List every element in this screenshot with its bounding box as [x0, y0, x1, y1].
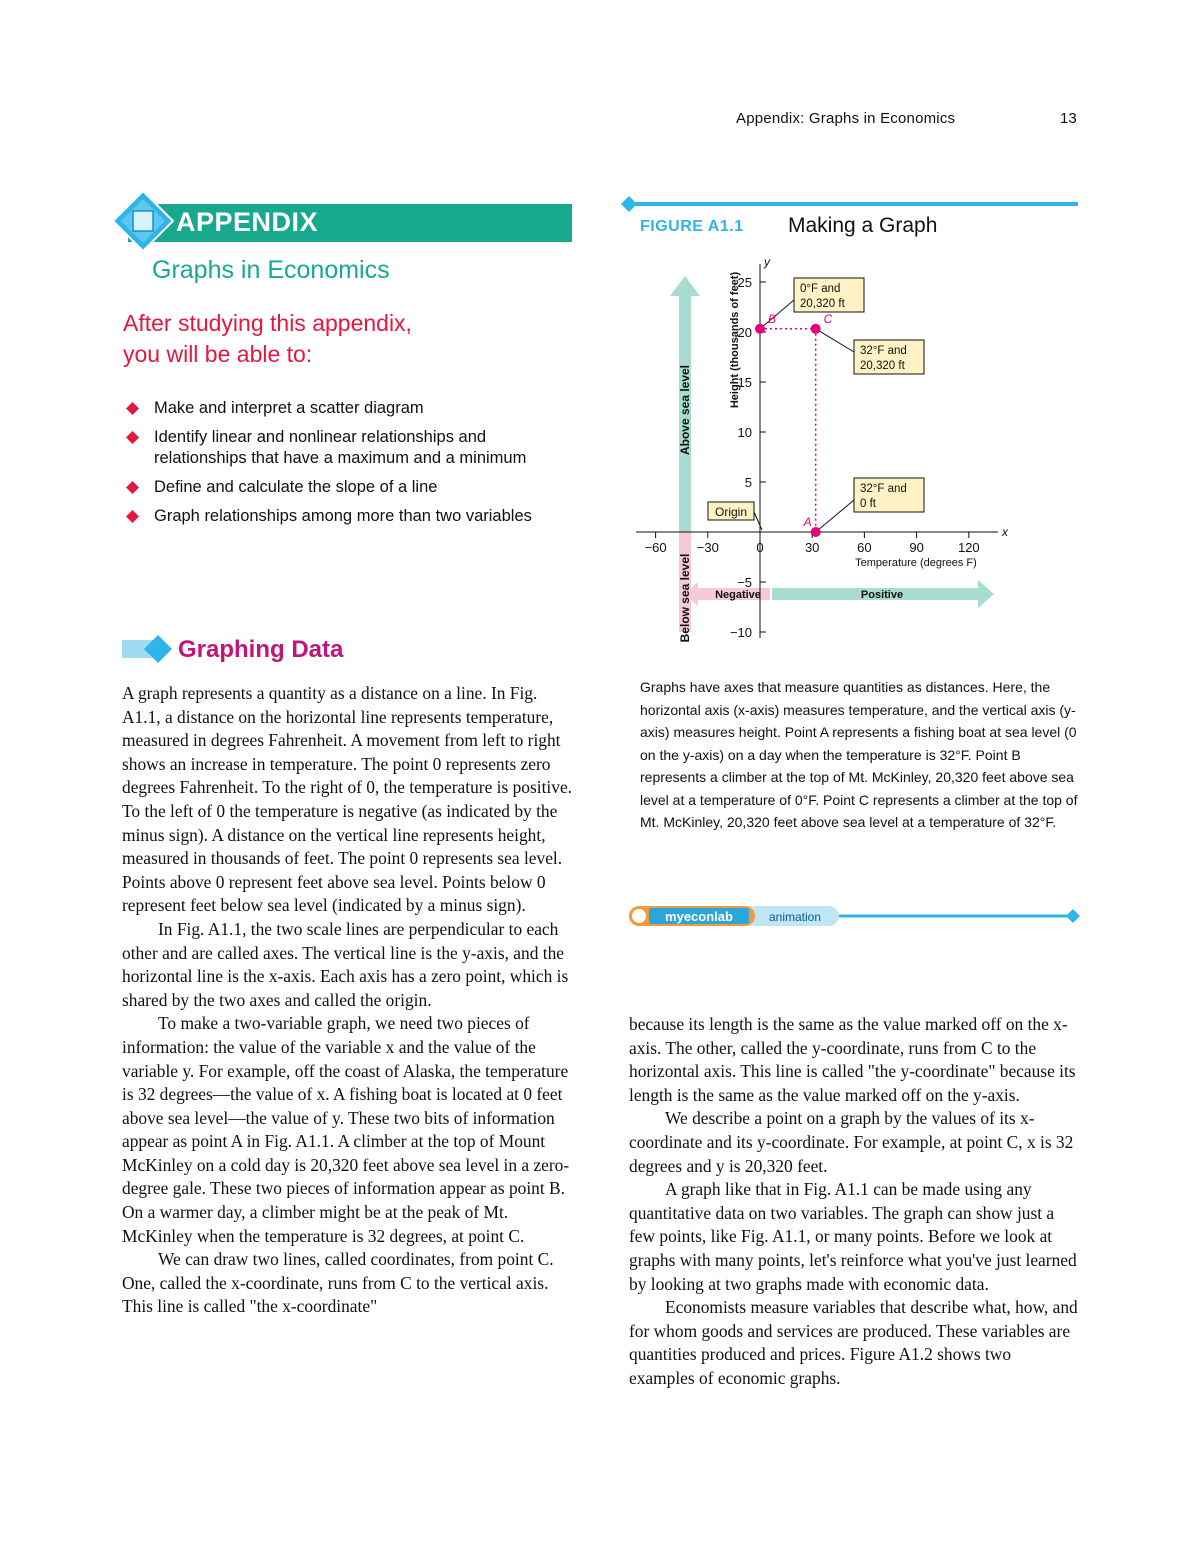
body-text-left-column — [122, 682, 574, 1319]
paragraph: To make a two-variable graph, we need two pieces of information: the value of the variable x and the value of the variable y. For example, off the coast of Alaska, the temperature is 32 degrees—the value of x. A fishing boat is located at 0 feet above sea level—the value of y. These two bits of information appear as point A in Fig. A1.1. A climber at the top of Mount McKinley on a cold day is 20,320 feet above sea level in a zero-degree gale. These two pieces of information appear as point B. On a warmer day, a climber might be at the peak of Mt. McKinley when the temperature is 32 degrees, at point C. — [122, 1013, 570, 1246]
diamond-bullet-icon — [126, 510, 139, 523]
myeconlab-label: myeconlab — [665, 909, 733, 924]
point-c-leader-line — [816, 329, 854, 352]
diamond-icon — [112, 190, 174, 252]
paragraph: Economists measure variables that describe what, how, and for whom goods and services are produced. These variables are quantities produced and prices. Figure A1.2 shows two examples of economic graphs. — [629, 1297, 1078, 1388]
objective-text: Graph relationships among more than two variables — [154, 507, 532, 525]
x-axis-label: Temperature (degrees F) — [855, 557, 977, 569]
x-tick-label: 60 — [857, 540, 872, 555]
x-tick-label: 30 — [804, 540, 820, 555]
point-c-label-line-2: 20,320 ft — [860, 360, 905, 372]
y-tick-label: 20 — [737, 325, 752, 340]
list-item — [123, 398, 573, 419]
myeconlab-logo-icon — [632, 909, 646, 923]
objectives-heading-line-2: you will be able to: — [123, 341, 313, 367]
y-axis-name: y — [764, 255, 770, 269]
x-tick-label: 90 — [909, 540, 924, 555]
list-item — [123, 427, 573, 469]
point-c-name: C — [823, 311, 833, 326]
x-tick-label: 120 — [957, 540, 980, 555]
paragraph: A graph like that in Fig. A1.1 can be made using any quantitative data on two variables. The graph can show just a few points, like Fig. A1.1, or many points. Before we look at graphs with many points, let's reinforce what you've just learned by looking at two graphs made with economic data. — [629, 1179, 1077, 1294]
point-a-label-line-1: 32°F and — [860, 483, 907, 495]
paragraph: because its length is the same as the value marked off on the x-axis. The other, called the y-coordinate, runs from C to the horizontal axis. This line is called "the y-coordinate" because its length is the same as the value marked off on the y-axis. — [629, 1014, 1076, 1105]
positive-label: Positive — [860, 589, 904, 601]
objectives-heading-line-1: After studying this appendix, — [123, 310, 412, 336]
myeconlab-animation-bar[interactable] — [627, 904, 1082, 928]
y-tick-label: 15 — [737, 375, 752, 390]
x-tick-label: −60 — [644, 540, 667, 555]
objective-text: Make and interpret a scatter diagram — [154, 399, 424, 417]
point-b-label-line-2: 20,320 ft — [800, 298, 845, 310]
point-a-name: A — [803, 515, 812, 529]
point-a-leader-line — [816, 500, 854, 532]
section-diamond-icon — [122, 634, 174, 664]
diamond-bullet-icon — [126, 402, 139, 415]
y-axis-label: Height (thousands of feet) — [729, 271, 741, 409]
point-b-name: B — [768, 311, 777, 326]
below-sea-level-label: Below sea level — [678, 553, 692, 643]
paragraph: We describe a point on a graph by the values of its x-coordinate and its y-coordinate. For example, at point C, x is 32 degrees and y is 20,320 feet. — [629, 1108, 1074, 1176]
section-heading: Graphing Data — [178, 636, 344, 663]
paragraph: We can draw two lines, called coordinates, from point C. One, called the x-coordinate, runs from C to the vertical axis. This line is called "the x-coordinate" — [122, 1249, 554, 1317]
figure-caption: Graphs have axes that measure quantities as distances. Here, the horizontal axis (x-axis) measures temperature, and the vertical axis (y-axis) measures height. Point A represents a fishing boat at sea level (0 on the y-axis) on a day when the temperature is 32°F. Point B represents a climber at the top of Mt. McKinley, 20,320 feet above sea level at a temperature of 0°F. Point C represents a climber at the top of Mt. McKinley, 20,320 feet above sea level at a temperature of 32°F. — [640, 679, 1078, 830]
paragraph: In Fig. A1.1, the two scale lines are perpendicular to each other and are called axes. The vertical line is the y-axis, and the horizontal line is the x-axis. Each axis has a zero point, which is shared by the two axes and called the origin. — [122, 918, 569, 1010]
point-a-label-line-2: 0 ft — [860, 498, 876, 510]
figure-title: Making a Graph — [788, 214, 938, 237]
y-tick-label: 5 — [744, 475, 752, 490]
objective-text: Identify linear and nonlinear relationships and relationships that have a maximum and a minimum — [154, 428, 527, 467]
list-item — [123, 477, 573, 498]
x-tick-label: 0 — [756, 540, 764, 555]
page-number: 13 — [1060, 110, 1077, 127]
running-head: Appendix: Graphs in Economics — [736, 110, 956, 127]
objective-text: Define and calculate the slope of a line — [154, 478, 438, 496]
list-item — [123, 506, 573, 527]
animation-label[interactable]: animation — [768, 910, 822, 924]
figure-top-rule — [630, 202, 1078, 206]
y-tick-label: 10 — [737, 425, 752, 440]
rule-diamond-icon — [621, 196, 637, 212]
diamond-bullet-icon — [126, 481, 139, 494]
point-c-label-line-1: 32°F and — [860, 345, 907, 357]
point-c — [811, 324, 821, 334]
paragraph: A graph represents a quantity as a distance on a line. In Fig. A1.1, a distance on the horizontal line represents temperature, measured in degrees Fahrenheit. A movement from left to right shows an increase in temperature. The point 0 represents zero degrees Fahrenheit. To the right of 0, the temperature is positive. To the left of 0 the temperature is negative (as indicated by the minus sign). A distance on the vertical line represents height, measured in thousands of feet. The point 0 represents sea level. Points above 0 represent feet above sea level. Points below 0 represent feet below sea level (indicated by a minus sign). — [122, 683, 573, 916]
point-b-leader-line — [760, 300, 794, 329]
making-a-graph-chart — [600, 250, 1020, 650]
appendix-label: APPENDIX — [176, 207, 319, 237]
diamond-bullet-icon — [126, 431, 139, 444]
appendix-subtitle: Graphs in Economics — [152, 256, 390, 284]
body-text-right-column — [629, 1013, 1081, 1391]
rule-diamond-icon — [1066, 909, 1080, 923]
direction-arrows — [670, 276, 994, 642]
point-b — [755, 324, 765, 334]
origin-leader-line — [754, 512, 762, 530]
point-a — [811, 527, 821, 537]
origin-label: Origin — [714, 505, 748, 519]
y-tick-label: 25 — [737, 275, 752, 290]
objectives-heading — [123, 308, 563, 370]
y-tick-label: −10 — [729, 625, 752, 640]
point-b-label-line-1: 0°F and — [800, 283, 841, 295]
x-axis-name: x — [1002, 525, 1008, 539]
x-tick-label: −30 — [696, 540, 719, 555]
above-sea-level-label: Above sea level — [678, 364, 692, 456]
negative-label: Negative — [715, 589, 761, 601]
y-tick-label: −5 — [737, 575, 752, 590]
objectives-list — [123, 398, 573, 535]
figure-label: FIGURE A1.1 — [640, 218, 744, 235]
